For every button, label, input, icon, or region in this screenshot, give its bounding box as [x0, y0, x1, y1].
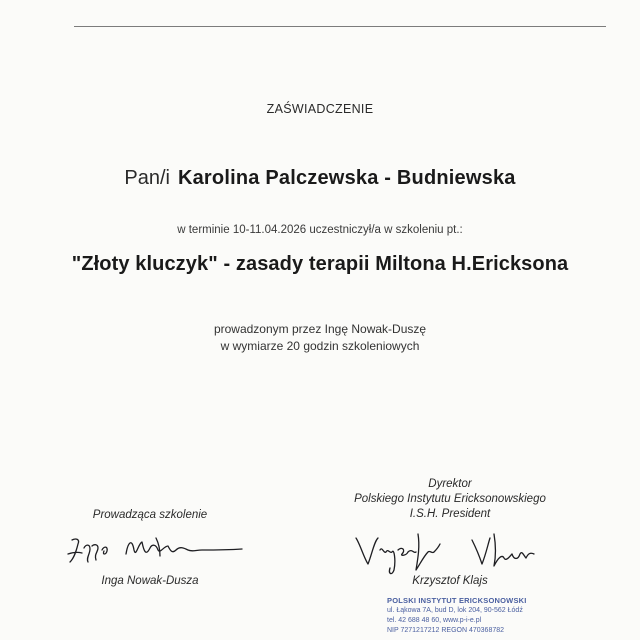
director-role-line3: I.S.H. President — [409, 508, 491, 520]
hours-line: w wymiarze 20 godzin szkoleniowych — [220, 339, 420, 353]
director-role-line2: Polskiego Instytutu Ericksonowskiego — [354, 493, 546, 505]
document-title: ZAŚWIADCZENIE — [266, 102, 374, 116]
trainer-name: Inga Nowak-Dusza — [101, 575, 199, 587]
director-role — [330, 477, 570, 522]
top-divider — [74, 26, 606, 27]
course-title: "Złoty kluczyk" - zasady terapii Miltona H.Ericksona — [71, 253, 569, 275]
recipient-line — [0, 167, 640, 190]
stamp-address: ul. Łąkowa 7A, bud D, lok 204, 90-562 Łódź — [387, 607, 523, 614]
term-line: w terminie 10-11.04.2026 uczestniczył/a w szkoleniu pt.: — [177, 224, 463, 236]
recipient-prefix: Pan/i — [124, 167, 170, 189]
director-name: Krzysztof Klajs — [412, 575, 488, 587]
director-signature — [352, 524, 552, 580]
stamp-ids: NIP 7271217212 REGON 470368782 — [387, 627, 505, 634]
stamp-contact: tel. 42 688 48 60, www.p-i-e.pl — [387, 617, 482, 624]
director-role-line1: Dyrektor — [428, 478, 472, 490]
recipient-name: Karolina Palczewska - Budniewska — [177, 167, 516, 189]
institute-stamp — [387, 596, 555, 636]
led-by-line: prowadzonym przez Ingę Nowak-Duszę — [213, 322, 427, 336]
trainer-signature — [66, 528, 266, 568]
stamp-title: POLSKI INSTYTUT ERICKSONOWSKI — [387, 596, 527, 605]
trainer-role: Prowadząca szkolenie — [92, 509, 208, 521]
